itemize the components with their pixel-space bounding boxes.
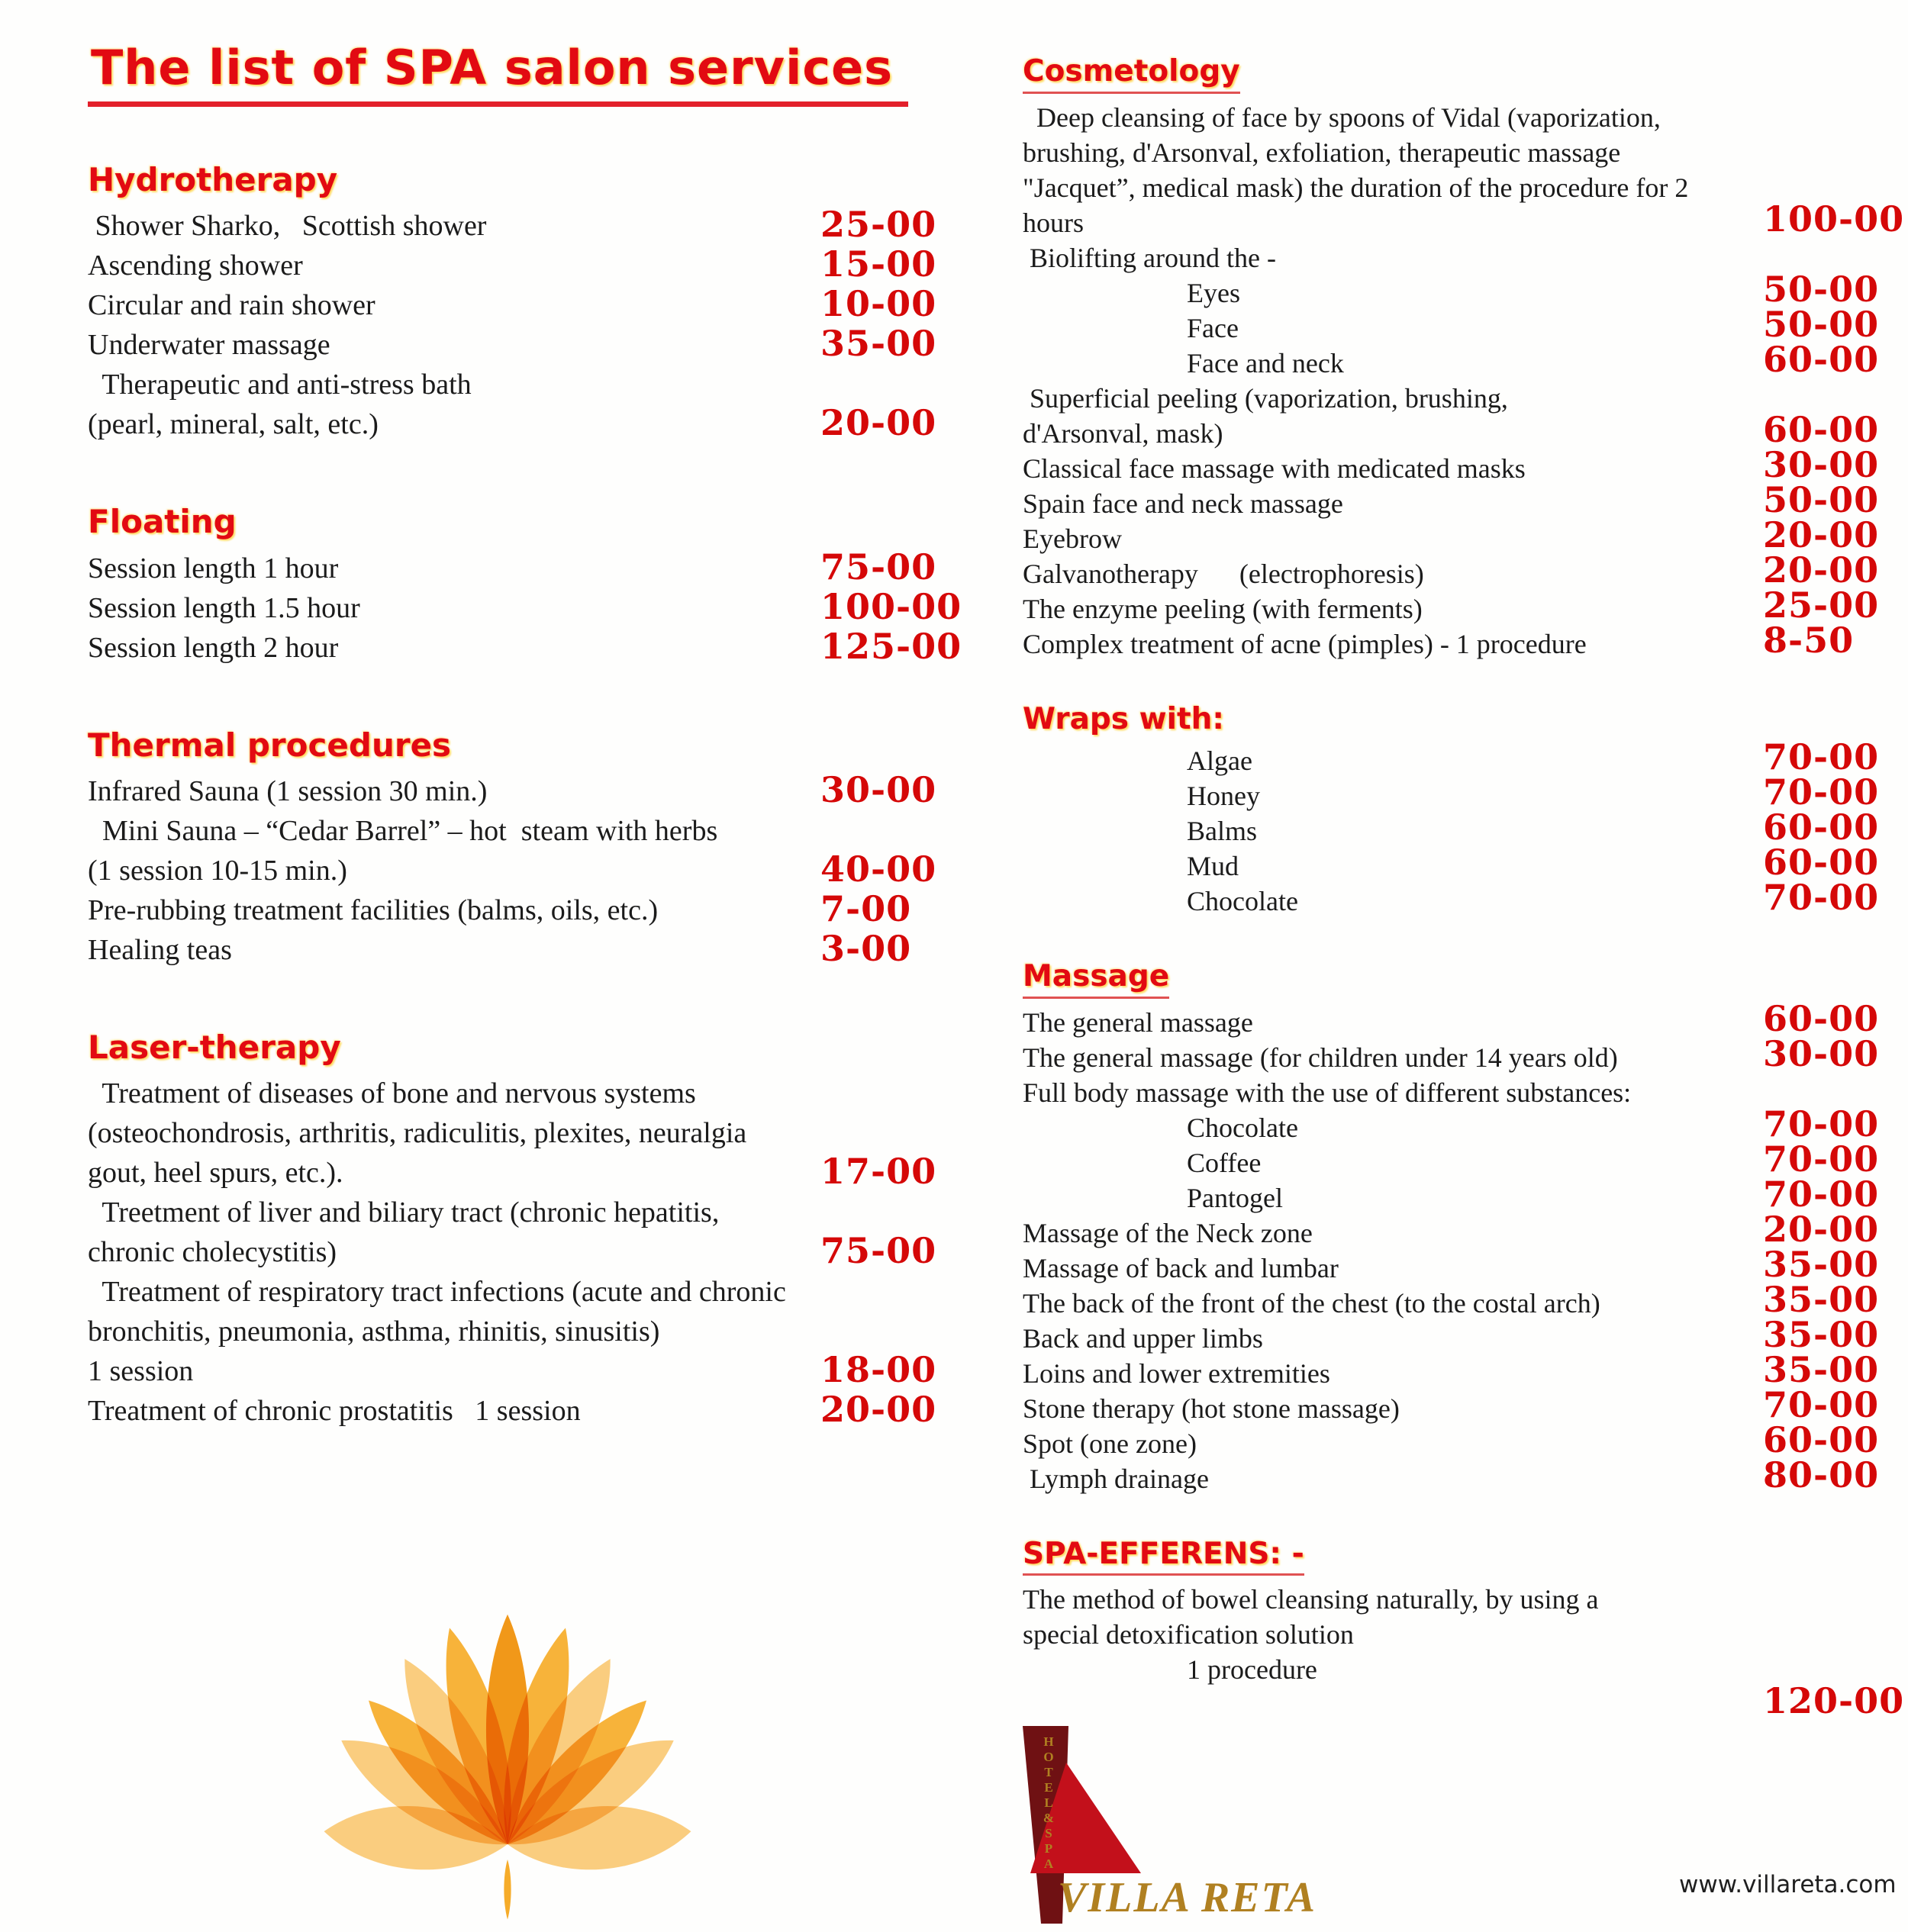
service-price: 35-00 [1763, 1313, 1880, 1355]
service-label-line: Honey [1187, 780, 1260, 811]
logo-vertical-letter: O [1043, 1750, 1054, 1764]
service-label-line: hours [1023, 207, 1084, 238]
service-price: 50-00 [1763, 303, 1880, 345]
page-title: The list of SPA salon services [88, 42, 908, 107]
service-price: 50-00 [1763, 478, 1880, 520]
service-label-line: Chocolate [1187, 885, 1298, 916]
service-label-line: Eyes [1187, 277, 1240, 308]
service-price: 120-00 [1763, 1680, 1905, 1722]
service-price: 30-00 [820, 769, 937, 811]
service-price: 30-00 [1763, 1032, 1880, 1074]
section-header: Laser-therapy [88, 1029, 341, 1067]
service-label-line: d'Arsonval, mask) [1023, 417, 1223, 449]
section-header: Thermal procedures [88, 726, 452, 764]
service-label-line: 1 procedure [1187, 1654, 1317, 1686]
service-label-line: Biolifting around the - [1023, 242, 1276, 273]
service-label-line: Underwater massage [88, 329, 330, 362]
service-row [88, 1391, 988, 1431]
section-header: Cosmetology [1023, 55, 1240, 94]
lotus-flower-graphic [252, 1581, 763, 1932]
service-price: 60-00 [1763, 338, 1880, 380]
logo-vertical-letter: & [1043, 1811, 1055, 1825]
service-price: 40-00 [820, 848, 937, 890]
section-header: Massage [1023, 960, 1169, 999]
service-price: 70-00 [1763, 876, 1880, 918]
service-price: 3-00 [820, 928, 912, 970]
service-label-line: Treatment of diseases of bone and nervous systems [88, 1077, 696, 1110]
service-label-line: Treatment of respiratory tract infections (acute and chronic [88, 1276, 786, 1309]
service-price: 15-00 [820, 243, 937, 285]
service-row [1023, 100, 1908, 240]
service-price: 125-00 [820, 625, 962, 667]
service-price: 75-00 [820, 546, 937, 588]
logo-hotel-spa-vertical-text [1043, 1734, 1054, 1871]
service-label-line: Session length 1.5 hour [88, 591, 360, 624]
service-label-line: Face and neck [1187, 347, 1344, 378]
service-price: 70-00 [1763, 1383, 1880, 1425]
service-label-line: "Jacquet”, medical mask) the duration of the procedure for 2 [1023, 172, 1689, 203]
service-label-line: chronic cholecystitis) [88, 1236, 337, 1269]
service-price: 60-00 [1763, 408, 1880, 450]
villa-reta-logo [1023, 1726, 1358, 1924]
service-label-line: Stone therapy (hot stone massage) [1023, 1393, 1400, 1424]
service-label-line: Loins and lower extremities [1023, 1357, 1330, 1389]
service-price: 18-00 [820, 1349, 937, 1391]
section-floating [88, 504, 988, 667]
service-price: 60-00 [1763, 997, 1880, 1039]
service-row [88, 1272, 988, 1391]
service-label-line: Spot (one zone) [1023, 1428, 1197, 1459]
service-label-line: Complex treatment of acne (pimples) - 1 procedure [1023, 628, 1587, 659]
service-label-line: Therapeutic and anti-stress bath [88, 369, 472, 401]
logo-vertical-letter: H [1043, 1734, 1054, 1749]
service-price: 80-00 [1763, 1454, 1880, 1496]
service-label-line: Chocolate [1187, 1112, 1298, 1143]
service-price: 70-00 [1763, 736, 1880, 778]
service-price: 17-00 [820, 1151, 937, 1193]
left-column [88, 42, 988, 1431]
service-price: 30-00 [1763, 443, 1880, 485]
service-label-line: The enzyme peeling (with ferments) [1023, 593, 1423, 624]
service-price: 20-00 [820, 402, 937, 444]
service-price: 60-00 [1763, 1418, 1880, 1460]
service-price: 25-00 [1763, 584, 1880, 626]
page-title-wrap [88, 42, 988, 107]
service-label-line: Ascending shower [88, 250, 303, 282]
service-label-line: Algae [1187, 745, 1252, 776]
logo-vertical-letter: P [1044, 1841, 1053, 1856]
service-label-line: Mud [1187, 850, 1239, 881]
service-label-line: Massage of the Neck zone [1023, 1217, 1313, 1248]
service-row [1023, 1454, 1908, 1496]
service-price: 70-00 [1763, 1173, 1880, 1215]
service-label-line: Galvanotherapy (electrophoresis) [1023, 558, 1424, 589]
section-laser-therapy [88, 1029, 988, 1431]
service-label-line: Lymph drainage [1023, 1463, 1209, 1494]
service-price: 20-00 [820, 1389, 937, 1431]
service-label-line: brushing, d'Arsonval, exfoliation, therapeutic massage [1023, 137, 1621, 168]
service-row [88, 811, 988, 890]
service-row [88, 625, 988, 668]
service-price: 7-00 [820, 888, 912, 930]
service-label-line: Back and upper limbs [1023, 1322, 1263, 1354]
service-price: 20-00 [1763, 549, 1880, 591]
service-row [88, 365, 988, 444]
service-row [88, 771, 988, 811]
section-header: Wraps with: [1023, 701, 1224, 736]
service-price: 10-00 [820, 283, 937, 325]
section-wraps-with [1023, 703, 1908, 919]
logo-vertical-letter: T [1044, 1765, 1053, 1779]
service-label-line: Session length 2 hour [88, 631, 339, 664]
service-row [88, 585, 988, 628]
service-row [88, 1074, 988, 1193]
service-label-line: Pantogel [1187, 1182, 1283, 1213]
service-label-line: (osteochondrosis, arthritis, radiculitis, plexites, neuralgia [88, 1117, 747, 1150]
service-label-line: Full body massage with the use of different substances: [1023, 1077, 1632, 1108]
logo-vertical-letter: L [1044, 1795, 1053, 1810]
logo-vertical-letter: E [1044, 1780, 1053, 1795]
service-label-line: (1 session 10-15 min.) [88, 855, 347, 887]
service-label-line: bronchitis, pneumonia, asthma, rhinitis, sinusitis) [88, 1315, 660, 1348]
service-price: 75-00 [820, 1230, 937, 1272]
service-label-line: Superficial peeling (vaporization, brushing, [1023, 382, 1508, 414]
service-label-line: Infrared Sauna (1 session 30 min.) [88, 775, 488, 808]
service-price: 8-50 [1763, 619, 1855, 661]
service-label-line: Face [1187, 312, 1239, 343]
service-row [88, 206, 988, 246]
service-label-line: Treetment of liver and biliary tract (chronic hepatitis, [88, 1196, 720, 1229]
service-label-line: Pre-rubbing treatment facilities (balms, oils, etc.) [88, 894, 659, 927]
service-price: 60-00 [1763, 841, 1880, 883]
service-row [88, 930, 988, 970]
section-massage [1023, 960, 1908, 1496]
service-label-line: The back of the front of the chest (to the costal arch) [1023, 1287, 1600, 1319]
service-label-line: Session length 1 hour [88, 552, 339, 584]
service-row [88, 1193, 988, 1272]
service-label-line: gout, heel spurs, etc.). [88, 1157, 343, 1190]
service-label-line: 1 session [88, 1355, 194, 1388]
service-price: 100-00 [1763, 198, 1905, 240]
service-label-line: Classical face massage with medicated masks [1023, 452, 1526, 484]
section-cosmetology [1023, 55, 1908, 662]
service-row [88, 243, 988, 285]
service-row [1023, 1032, 1908, 1075]
service-row [88, 546, 988, 588]
service-label-line: Deep cleansing of face by spoons of Vidal (vaporization, [1023, 101, 1661, 133]
service-price: 20-00 [1763, 514, 1880, 555]
section-header: Floating [88, 503, 237, 541]
service-label-line: The general massage [1023, 1006, 1253, 1038]
service-price: 60-00 [1763, 806, 1880, 848]
service-row [1023, 338, 1908, 381]
service-price: 100-00 [820, 585, 962, 627]
service-label-line: Balms [1187, 815, 1258, 846]
logo-vertical-letter: A [1043, 1856, 1054, 1871]
service-label-line: (pearl, mineral, salt, etc.) [88, 408, 379, 441]
section-header: SPA-EFFERENS: - [1023, 1538, 1304, 1576]
service-row [1023, 619, 1908, 662]
service-label-line: The general massage (for children under 14 years old) [1023, 1042, 1618, 1073]
service-label-line: special detoxification solution [1023, 1619, 1354, 1650]
service-price: 25-00 [820, 204, 937, 246]
section-thermal-procedures [88, 727, 988, 970]
service-row [88, 325, 988, 365]
service-price: 70-00 [1763, 1103, 1880, 1145]
service-row [88, 285, 988, 325]
service-label-line: Spain face and neck massage [1023, 488, 1343, 519]
service-row [1023, 381, 1908, 451]
service-row [1023, 1680, 1908, 1722]
service-row [88, 890, 988, 930]
service-label-line: Mini Sauna – “Cedar Barrel” – hot steam with herbs [88, 815, 718, 848]
service-price: 35-00 [1763, 1243, 1880, 1285]
service-price: 35-00 [1763, 1278, 1880, 1320]
service-label-line: The method of bowel cleansing naturally, by using a [1023, 1584, 1599, 1615]
website-url: www.villareta.com [1679, 1871, 1897, 1898]
service-label-line: Coffee [1187, 1147, 1262, 1178]
section-hydrotherapy [88, 162, 988, 444]
service-label-line: Eyebrow [1023, 523, 1122, 554]
service-label-line: Circular and rain shower [88, 289, 375, 322]
service-price: 50-00 [1763, 268, 1880, 310]
right-column [1023, 29, 1908, 1722]
service-label-line: Shower Sharko, Scottish shower [88, 210, 487, 243]
service-price: 35-00 [1763, 1348, 1880, 1390]
service-label-line: Treatment of chronic prostatitis 1 session [88, 1395, 581, 1428]
service-price: 35-00 [820, 323, 937, 365]
service-label-line: Healing teas [88, 934, 232, 967]
service-label-line: Massage of back and lumbar [1023, 1252, 1339, 1283]
service-price: 20-00 [1763, 1208, 1880, 1250]
section-header: Hydrotherapy [88, 161, 338, 199]
section-spa-efferens [1023, 1538, 1908, 1723]
service-price: 70-00 [1763, 771, 1880, 813]
service-price: 70-00 [1763, 1138, 1880, 1180]
service-row [1023, 1582, 1908, 1652]
service-row [1023, 876, 1908, 919]
logo-vertical-letter: S [1045, 1826, 1052, 1840]
logo-villa-reta-wordmark: VILLA RETA [1058, 1874, 1317, 1921]
service-label [1023, 1582, 1908, 1652]
